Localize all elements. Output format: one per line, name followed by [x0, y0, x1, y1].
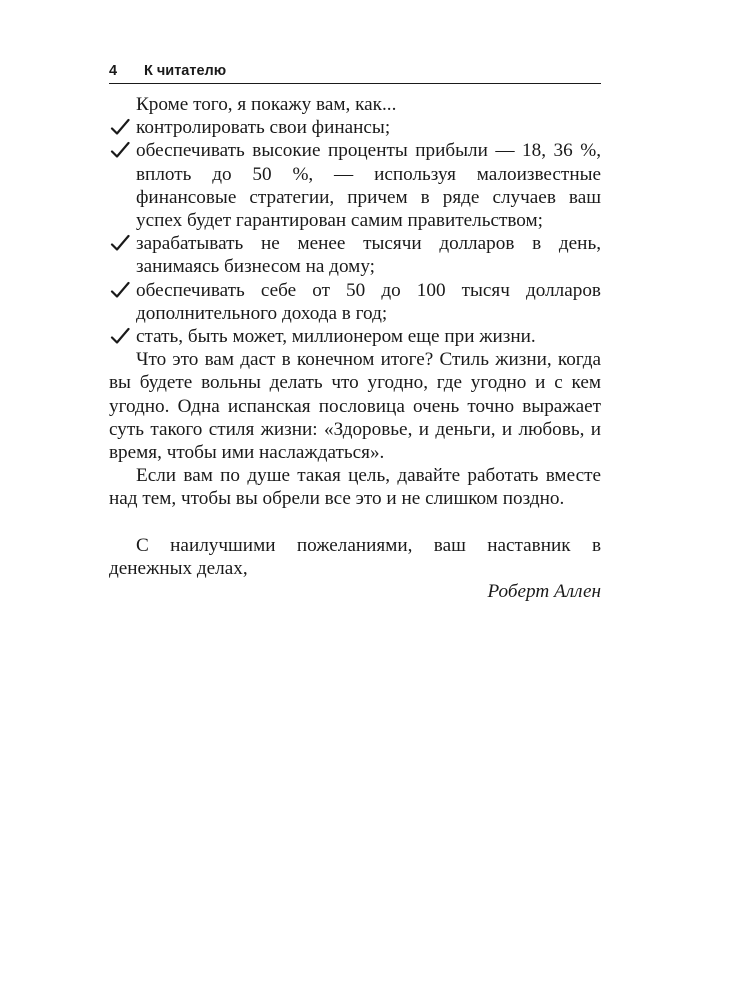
- checklist-item: [109, 325, 601, 348]
- checklist-item-text: обеспечивать высокие проценты прибыли — 18, 36 %, вплоть до 50 %, — используя малоизвестные финансовые стратегии, причем в ряде случаев ваш успех будет гарантирован самим правительством;: [136, 140, 601, 232]
- checklist-item-text: контролировать свои финансы;: [136, 117, 391, 139]
- checklist-item-text: стать, быть может, миллионером еще при жизни.: [136, 326, 536, 348]
- checkmark-icon: [110, 279, 132, 302]
- body-text: [109, 93, 601, 603]
- checklist: [109, 116, 601, 348]
- checklist-item: [109, 232, 601, 278]
- body-paragraph: Что это вам даст в конечном итоге? Стиль жизни, когда вы будете вольны делать что угодно, где угодно и с кем угодно. Одна испанская пословица очень точно выражает суть такого стиля жизни: «Здоровье, и деньги, и любовь, и время, чтобы ими наслаждаться».: [109, 349, 601, 464]
- closing-line: С наилучшими пожеланиями, ваш наставник в денежных делах,: [109, 534, 601, 579]
- checklist-item-text: зарабатывать не менее тысячи долларов в день, занимаясь бизнесом на дому;: [136, 233, 601, 278]
- header-rule: [109, 83, 601, 84]
- checklist-item: [109, 139, 601, 232]
- checkmark-icon: [110, 325, 132, 348]
- checkmark-icon: [110, 139, 132, 162]
- running-header: [109, 60, 601, 82]
- body-paragraph: Если вам по душе такая цель, давайте работать вместе над тем, чтобы вы обрели все это и не слишком поздно.: [109, 465, 601, 510]
- checkmark-icon: [110, 232, 132, 255]
- checklist-item: [109, 116, 601, 139]
- intro-paragraph: Кроме того, я покажу вам, как...: [136, 94, 397, 115]
- page-number: 4: [109, 63, 118, 79]
- chapter-title: К читателю: [144, 63, 227, 79]
- checklist-item-text: обеспечивать себе от 50 до 100 тысяч долларов дополнительного дохода в год;: [136, 279, 601, 324]
- checklist-item: [109, 279, 601, 325]
- checkmark-icon: [110, 116, 132, 139]
- paragraph-spacer: [109, 511, 601, 534]
- author-signature: Роберт Аллен: [487, 581, 601, 603]
